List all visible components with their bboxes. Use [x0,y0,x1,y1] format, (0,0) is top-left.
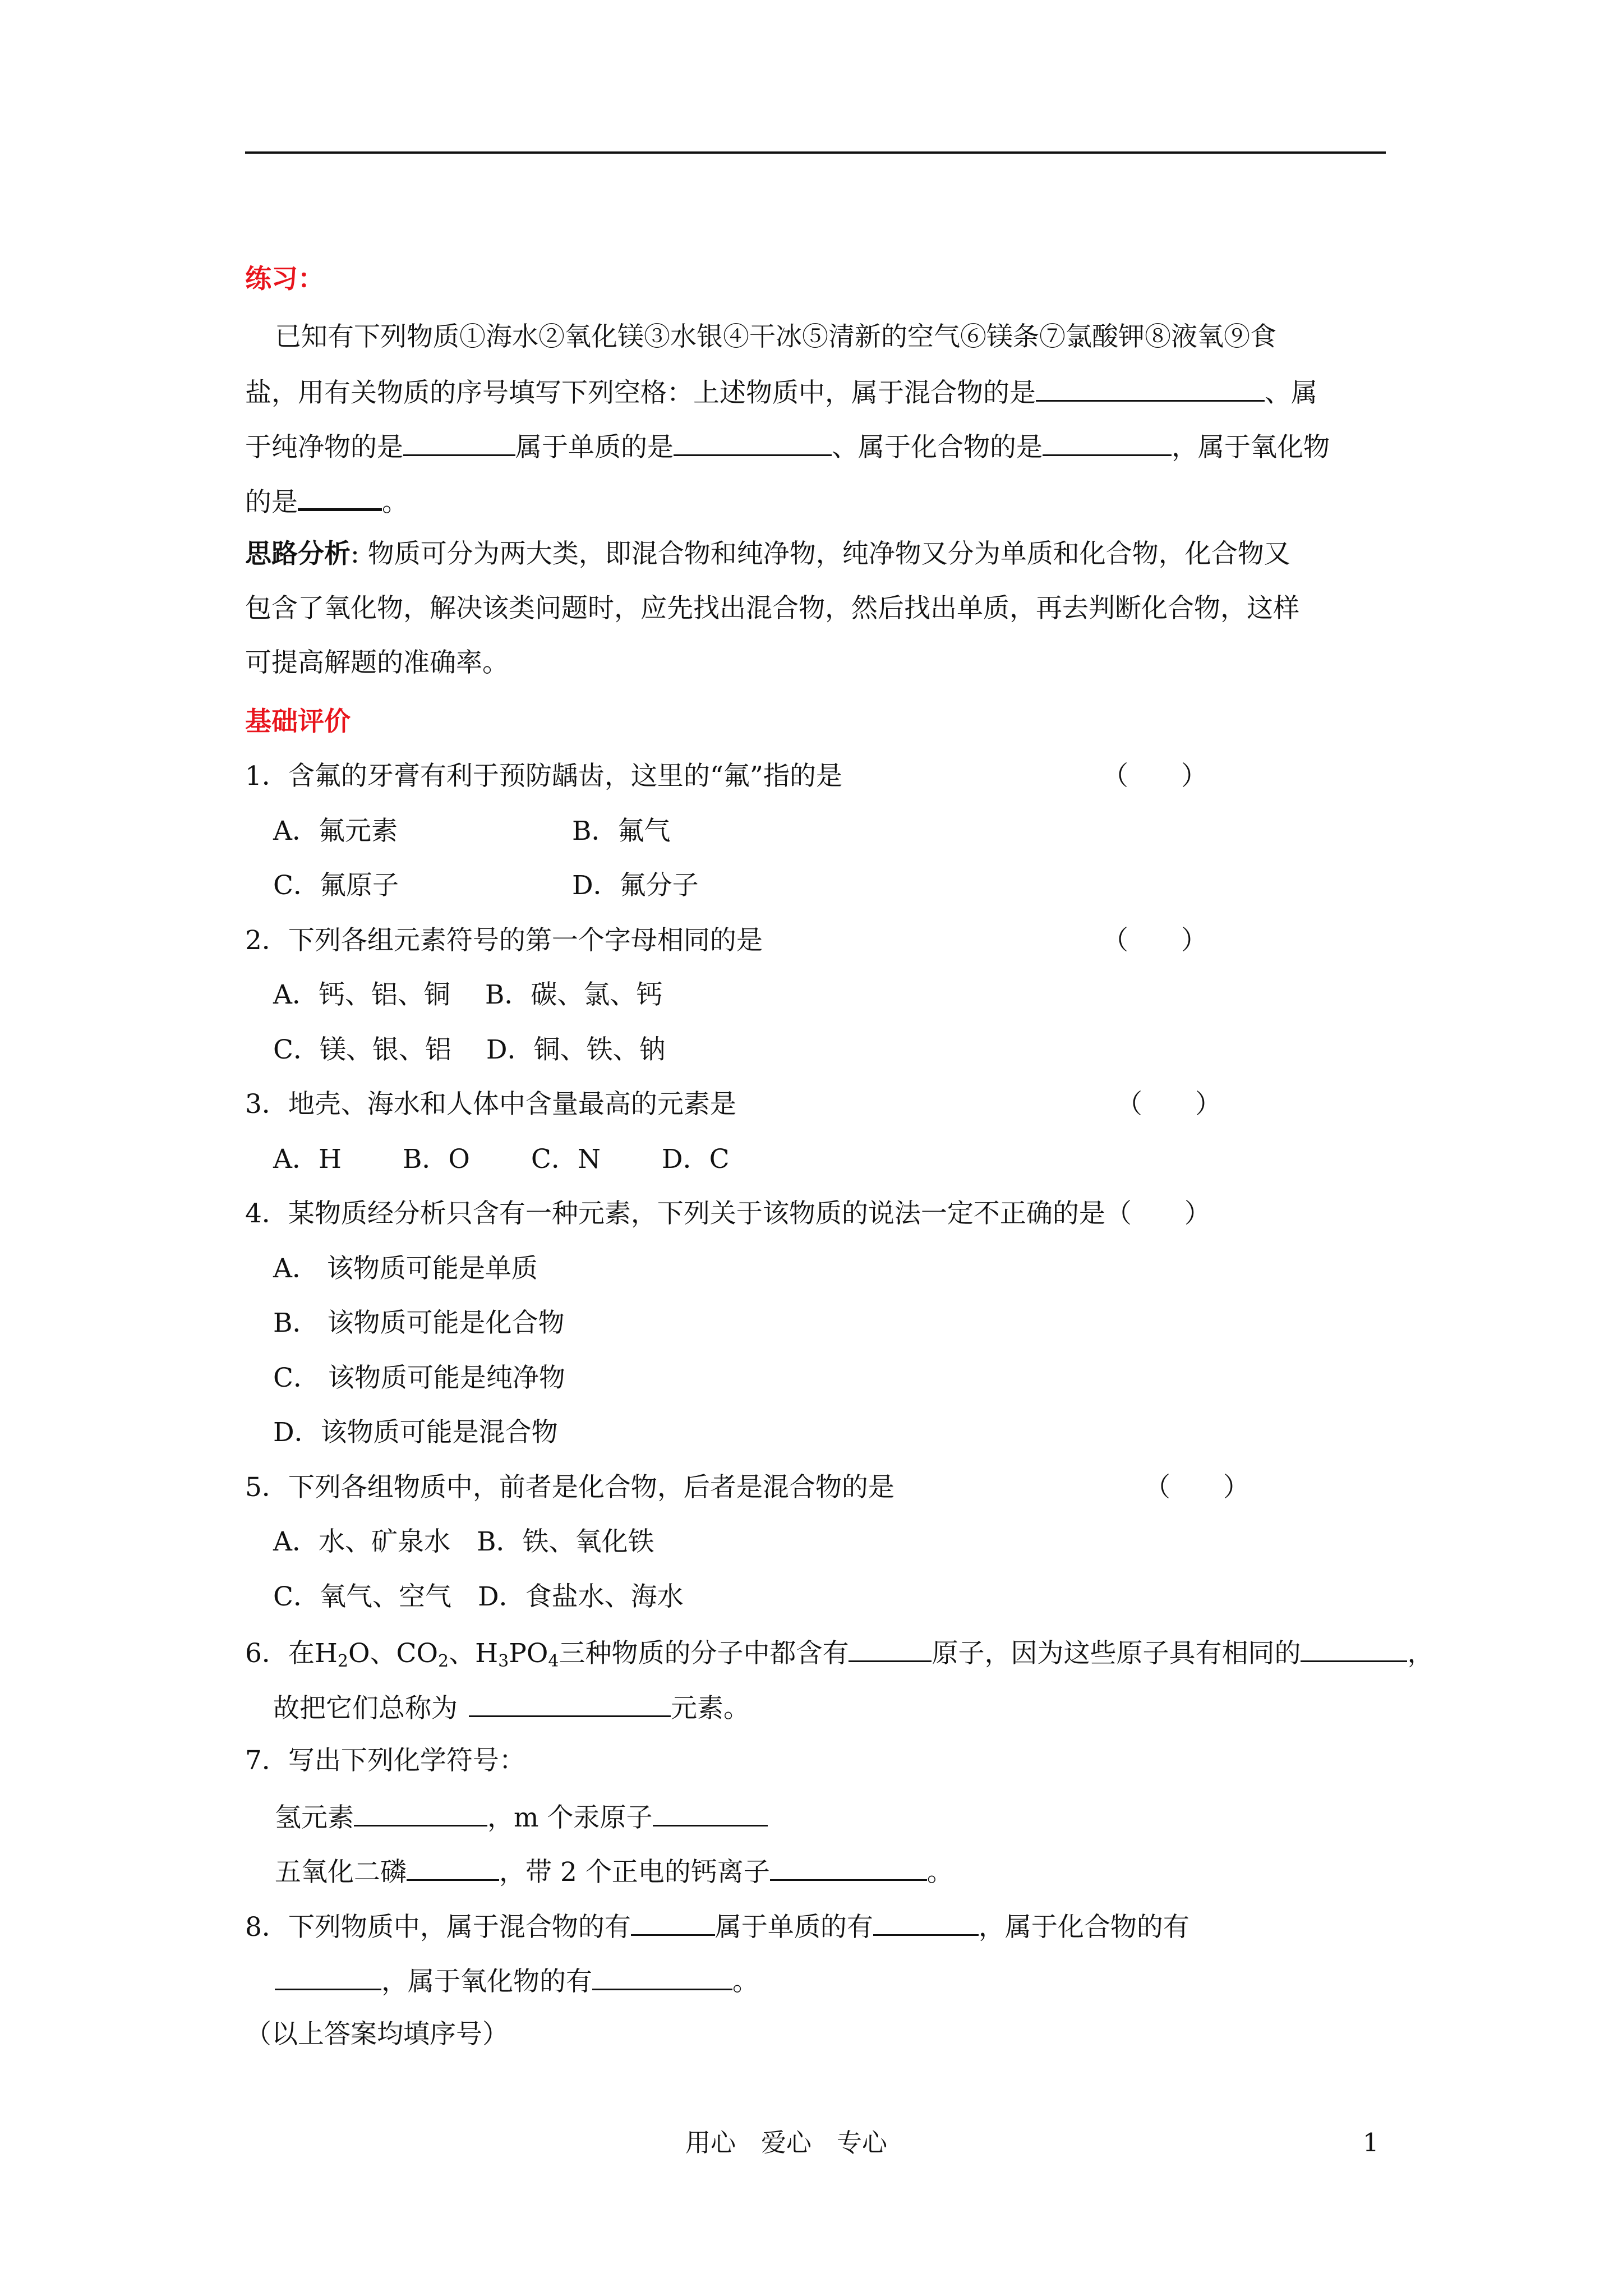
answer-note: （以上答案均填序号） [245,2019,509,2050]
blank-q8-mixture[interactable] [631,1908,715,1936]
blank-element-substance[interactable] [674,429,832,456]
blank-compound[interactable] [1043,429,1172,456]
q4-option-d: D．该物质可能是混合物 [273,1417,558,1448]
q2-options-cd: C．镁、银、铝 D．铜、铁、钠 [273,1034,666,1065]
formula-h2o: $H_2O$、 [314,1638,396,1671]
blank-q8-element[interactable] [873,1908,979,1936]
page-number: 1 [1363,2128,1379,2157]
q1-option-b: B．氟气 [572,816,671,846]
intro-line-2: 盐，用有关物质的序号填写下列空格：上述物质中，属于混合物的是 、属 [245,374,1317,410]
q2-stem: 2．下列各组元素符号的第一个字母相同的是 [245,925,763,956]
analysis-line-2: 包含了氧化物，解决该类问题时，应先找出混合物，然后找出单质，再去判断化合物，这样 [245,593,1299,624]
q1-stem: 1．含氟的牙膏有利于预防龋齿，这里的“氟”指的是 [245,761,842,792]
q5-stem: 5．下列各组物质中，前者是化合物，后者是混合物的是 [245,1472,895,1503]
q3-answer-paren[interactable]: （ ） [1116,1089,1221,1120]
formula-co2: $CO_2$、 [396,1638,476,1671]
blank-mixture[interactable] [1036,374,1265,402]
q7-line-1: 氢元素 ，m 个汞原子 [275,1799,768,1835]
q1-answer-paren[interactable]: （ ） [1102,761,1207,792]
q5-answer-paren[interactable]: （ ） [1144,1472,1249,1503]
blank-element-name[interactable] [469,1690,671,1717]
header-rule [245,151,1386,154]
q6-line-1: 6．在$H_2O$、$CO_2$、$H_3PO_4$三种物质的分子中都含有 原子，因为这些原子具有相同的 ， [245,1635,1433,1678]
q3-stem: 3．地壳、海水和人体中含量最高的元素是 [245,1089,736,1120]
q1-option-d: D．氟分子 [572,870,699,901]
q4-stem: 4．某物质经分析只含有一种元素，下列关于该物质的说法一定不正确的是（ ） [245,1198,1211,1229]
analysis-line-3: 可提高解题的准确率。 [245,647,509,678]
blank-p2o5[interactable] [407,1853,499,1881]
blank-pure-substance[interactable] [403,429,515,456]
analysis-line-1: 思路分析: 物质可分为两大类，即混合物和纯净物，纯净物又分为单质和化合物，化合物又 [245,539,1290,569]
blank-mercury-atoms[interactable] [653,1799,768,1826]
blank-same-property[interactable] [1301,1635,1407,1662]
section-title-practice: 练习： [245,264,324,295]
q2-options-ab: A．钙、铝、铜 B．碳、氯、钙 [273,979,663,1010]
q4-option-a: A． 该物质可能是单质 [273,1253,538,1284]
blank-atom[interactable] [849,1635,932,1662]
blank-oxide[interactable] [298,482,382,511]
blank-calcium-ion[interactable] [770,1853,927,1881]
blank-q8-oxide[interactable] [592,1963,732,1990]
q7-stem: 7．写出下列化学符号： [245,1745,525,1776]
intro-line-4: 的是 。 [245,482,408,519]
q5-options-cd: C．氧气、空气 D．食盐水、海水 [273,1581,684,1612]
q1-option-a: A．氟元素 [273,816,398,846]
analysis-label: 思路分析 [245,539,351,569]
q8-line-1: 8．下列物质中，属于混合物的有 属于单质的有 ，属于化合物的有 [245,1908,1189,1944]
formula-h3po4: $H_3PO_4$ [475,1638,559,1671]
intro-line-3: 于纯净物的是 属于单质的是 、属于化合物的是 ，属于氧化物 [245,429,1330,464]
q6-line-2: 故把它们总称为 元素。 [273,1690,750,1726]
q4-option-c: C． 该物质可能是纯净物 [273,1363,565,1393]
q7-line-2: 五氧化二磷 ，带 2 个正电的钙离子 。 [275,1853,953,1889]
section-title-basic: 基础评价 [245,706,351,737]
q2-answer-paren[interactable]: （ ） [1102,925,1207,956]
intro-line-1: 已知有下列物质①海水②氧化镁③水银④干冰⑤清新的空气⑥镁条⑦氯酸钾⑧液氧⑨食 [275,321,1276,352]
blank-hydrogen[interactable] [354,1799,487,1826]
q3-options: A．H B．O C．N D．C [273,1144,730,1175]
q8-line-2: ，属于氧化物的有 。 [275,1963,759,1999]
q5-options-ab: A．水、矿泉水 B．铁、氧化铁 [273,1526,654,1557]
footer-motto: 用心 爱心 专心 [685,2128,888,2157]
q4-option-b: B． 该物质可能是化合物 [273,1308,565,1338]
blank-q8-compound[interactable] [275,1963,381,1990]
q1-option-c: C．氟原子 [273,870,399,901]
